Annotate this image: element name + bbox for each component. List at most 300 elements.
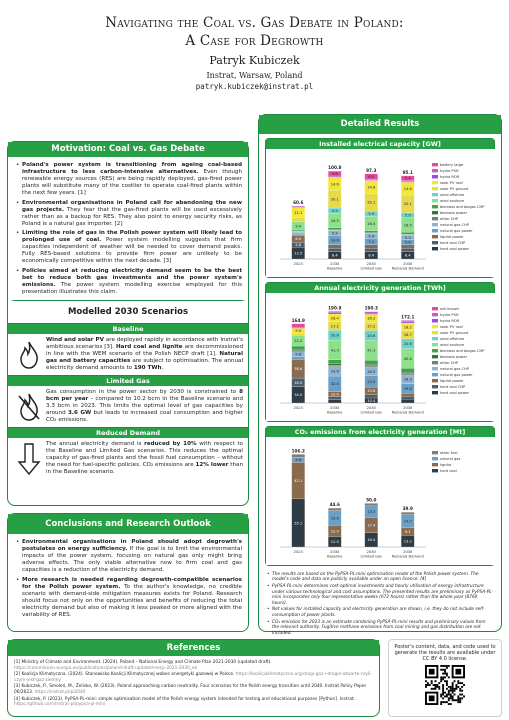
category-sublabel: Reduced Demand — [391, 554, 424, 559]
bar-value-label: 16.4 — [330, 316, 339, 321]
legend-label: battery large — [440, 163, 464, 167]
bar-segment — [328, 245, 341, 248]
legend-label: hydro ROR — [440, 175, 460, 179]
bar-value-label: 13.5 — [294, 251, 303, 256]
bar-value-label: 42.1 — [294, 478, 303, 483]
qr-code-icon[interactable] — [425, 665, 465, 705]
conclusions-list — [8, 534, 248, 625]
legend-label: lignite power — [440, 379, 464, 383]
legend-swatch — [432, 463, 438, 466]
bar-segment — [328, 508, 341, 511]
legend-label: wind onshore — [440, 199, 465, 203]
conclusions-bullet-lead: More research is needed regarding degrowth-compatible scenarios for the Polish power system. — [22, 576, 242, 590]
results-note: • CO₂ emission for 2023 is an estimate combining PyPSA-PL-mini results and preliminary values from the relevant authority. Fugitive methane emissions from coal mining and gas distribution are not included. — [267, 620, 493, 636]
scenario-description: The annual electricity demand is reduced by 10% with respect to the Baseline and Limited Gas scenarios. This reduces the optimal capacity of gas-fired plants and the fossil fuel consumption – without the need for fuel-specific policies. CO₂ emissions are 12% lower than in the Baseline scenario. — [46, 441, 243, 475]
results-charts — [259, 138, 501, 566]
bar-segment — [292, 333, 305, 335]
legend-swatch — [432, 187, 438, 190]
legend-swatch — [432, 349, 438, 352]
bar-segment — [401, 373, 414, 374]
legend-swatch — [432, 169, 438, 172]
bar-value-label: 7.2 — [368, 240, 375, 245]
category-sublabel: Limited Gas — [360, 266, 382, 271]
legend-label: hard coal — [440, 469, 457, 473]
category-sublabel: Reduced Demand — [391, 266, 424, 271]
bar-segment — [365, 503, 378, 506]
reference-link[interactable]: https://commission.europa.eu/publications/poland-draft-updated-necp-2021-2030_en — [14, 665, 198, 671]
bar-value-label: 41.3 — [330, 348, 339, 353]
bar-value-label: 6.0 — [368, 174, 375, 179]
no-flame-icon — [12, 389, 46, 424]
scenario-body — [8, 438, 248, 479]
bar-segment — [365, 231, 378, 233]
bar-segment — [328, 248, 341, 251]
bar-segment — [401, 181, 414, 182]
bar-value-label: 32.4 — [330, 382, 339, 387]
conclusions-bullet — [16, 539, 242, 574]
legend-label: solar PV roof — [440, 181, 463, 185]
bar-segment — [328, 397, 341, 400]
legend-swatch — [432, 373, 438, 376]
legend-swatch — [432, 205, 438, 208]
bar-segment — [365, 360, 378, 364]
references-heading: References — [8, 640, 379, 656]
chart-canvas — [266, 149, 496, 277]
bar-value-label: 17.4 — [367, 523, 376, 528]
results-panel — [258, 114, 502, 636]
bar-value-label: 13.2 — [403, 539, 412, 544]
bar-segment — [292, 232, 305, 234]
bar-value-label: 19.8 — [403, 386, 412, 391]
results-heading: Detailed Results — [259, 115, 501, 134]
bar-segment — [328, 364, 341, 365]
category-sublabel: Reduced Demand — [391, 410, 424, 415]
bar-total-label: 39.9 — [402, 506, 413, 512]
title-line-2: A Case for Degrowth — [185, 33, 324, 49]
bar-value-label: 41.3 — [367, 348, 376, 353]
chart-title: CO₂ emissions from electricity generation [Mt] — [266, 427, 494, 437]
bar-value-label: 18.3 — [403, 377, 412, 382]
motivation-bullet — [16, 200, 242, 228]
conclusions-bullet-text: If the goal is to limit the environmental impacts of the power system, focusing on natural gas only might bring adverse effects. The only viable alternative now to firm coal and gas capacities is a reduction of the electricity demand. — [22, 546, 243, 573]
bar-total-label: 95.1 — [402, 169, 413, 175]
category-label: 2030 — [366, 550, 376, 554]
motivation-heading: Motivation: Coal vs. Gas Debate — [8, 142, 248, 157]
legend-label: biomass and biogas CHP — [440, 205, 485, 209]
scenarios-heading: Modelled 2030 Scenarios — [8, 301, 248, 323]
legend-label: net import — [440, 307, 459, 311]
bar-value-label: 9.9 — [295, 329, 302, 334]
scenario-name: Reduced Demand — [8, 428, 248, 438]
bar-value-label: 14.6 — [403, 187, 412, 192]
bar-value-label: 5.6 — [404, 240, 411, 245]
bar-segment — [401, 368, 414, 372]
reference-text: [2] Koalicja Klimatyczna. (2024). Stanowisko Koalicji Klimatycznej wobec energetyki gazowej w Polsce. — [14, 672, 236, 678]
bar-segment — [292, 454, 305, 457]
legend-label: natural gas power — [440, 373, 473, 377]
legend-label: natural gas power — [440, 229, 473, 233]
bar-segment — [401, 393, 414, 396]
legend-label: lignite power — [440, 235, 464, 239]
legend-label: hard coal power — [440, 247, 469, 251]
bar-value-label: 34.0 — [294, 393, 303, 398]
category-label: 2030 — [330, 262, 340, 266]
legend-swatch — [432, 319, 438, 322]
bar-total-label: 164.9 — [291, 317, 305, 323]
motivation-bullet-lead: Environmental organisations in Poland call for abandoning the new gas projects. — [22, 199, 242, 213]
bar-total-label: 106.2 — [291, 448, 305, 454]
bar-value-label: 16.8 — [330, 516, 339, 521]
bar-value-label: 9.4 — [295, 224, 302, 229]
bar-value-label: 8.0 — [295, 237, 302, 242]
motivation-bullet — [16, 230, 242, 265]
legend-label: hydro PSH — [440, 169, 459, 173]
legend-label: hard coal CHP — [440, 241, 466, 245]
category-sublabel: Limited Gas — [360, 554, 382, 559]
bar-segment — [365, 248, 378, 251]
bar-value-label: 17.2 — [367, 324, 376, 329]
reference-text: [3] Kubiczek, P., Smoleń, M., Żelisko, W. (2023). Poland approaching carbon neutrality. Four scenarios for the Polish energy transition until 2040. Instrat Policy Paper 06/2023. — [14, 684, 367, 695]
scenario-description: Wind and solar PV are deployed rapidly in accordance with Instrat's ambitious scenarios [3]. Hard coal and lignite are decommissioned in line with the WEM scenario of the Polish NECP draft [1]. Natural gas and battery capacities are subject to optimisation. The annual electricity demand amounts to 190 TWh. — [46, 337, 244, 371]
legend-swatch — [432, 457, 438, 460]
scenario-name: Baseline — [8, 324, 248, 334]
bar-value-label: 20.6 — [367, 333, 376, 338]
bar-value-label: 5.4 — [404, 176, 411, 181]
bar-value-label: 16.7 — [403, 333, 412, 338]
legend-swatch — [432, 469, 438, 472]
bar-segment — [365, 245, 378, 248]
bar-segment — [328, 313, 341, 314]
legend-swatch — [432, 307, 438, 310]
scenario-body — [8, 386, 248, 427]
bar-segment — [365, 395, 378, 398]
bar-segment — [328, 311, 341, 313]
flame-icon — [12, 337, 46, 372]
bar-segment — [328, 360, 341, 364]
legend-swatch — [432, 235, 438, 238]
author-email[interactable]: patryk.kubiczek@instrat.pl — [195, 82, 314, 91]
chart-panel — [265, 282, 495, 422]
bar-value-label: 19.6 — [330, 369, 339, 374]
legend-label: solar PV ground — [440, 331, 469, 335]
motivation-bullet-lead: Limiting the role of gas in the Polish power system will likely lead to prolonged use of coal. — [22, 230, 242, 243]
reference-item — [14, 697, 373, 708]
category-label: 2023 — [293, 550, 303, 554]
legend-label: other CHP — [440, 217, 459, 221]
bar-segment — [292, 324, 305, 327]
legend-swatch — [432, 343, 438, 346]
motivation-bullet-lead: Poland's power system is transitioning from ageing coal-based infrastructure to less carbon-intensive alternatives. — [22, 162, 242, 175]
category-label: 2023 — [293, 262, 303, 266]
bar-value-label: 13.3 — [367, 510, 376, 515]
motivation-bullet — [16, 162, 242, 197]
legend-label: hard coal CHP — [440, 385, 466, 389]
legend-swatch — [432, 163, 438, 166]
bar-segment — [401, 512, 414, 515]
chart-canvas — [266, 437, 496, 565]
category-label: 2030 — [330, 550, 340, 554]
poster-title — [0, 14, 509, 50]
reference-item — [14, 672, 373, 683]
bar-value-label: 8.4 — [331, 253, 338, 258]
bar-segment — [292, 234, 305, 235]
legend-swatch — [432, 385, 438, 388]
legend-swatch — [432, 325, 438, 328]
bar-segment — [292, 349, 305, 350]
bar-value-label: 14.6 — [367, 185, 376, 190]
title-line-1: Navigating the Coal vs. Gas Debate in Poland: — [105, 15, 404, 31]
bar-segment — [401, 248, 414, 251]
bar-segment — [401, 372, 414, 373]
legend-label: other CHP — [440, 361, 459, 365]
category-label: 2023 — [293, 406, 303, 410]
bar-value-label: 5.8 — [295, 458, 302, 463]
bar-segment — [292, 230, 305, 231]
legend-label: lignite — [440, 463, 452, 467]
category-sublabel: Baseline — [327, 266, 343, 271]
bar-value-label: 5.9 — [331, 209, 338, 214]
category-sublabel: Limited Gas — [360, 410, 382, 415]
bar-value-label: 5.5 — [331, 231, 338, 236]
references-panel — [7, 639, 380, 717]
category-sublabel: Baseline — [327, 410, 343, 415]
bar-total-label: 97.3 — [366, 167, 377, 173]
reference-link[interactable]: https://koalicjaklimatyczna.org/drogi-gaz-i-drogie-otwarte-czyli-czym-jest-gaz-ziemny — [14, 672, 372, 683]
legend-label: wind offshore — [440, 193, 465, 197]
legend-swatch — [432, 217, 438, 220]
bar-value-label: 55.1 — [294, 521, 303, 526]
bar-segment — [328, 400, 341, 403]
bar-total-label: 100.8 — [328, 165, 342, 171]
reference-item — [14, 660, 373, 671]
bar-value-label: 11.1 — [294, 211, 303, 216]
bar-value-label: 20.1 — [403, 202, 412, 207]
legend-swatch — [432, 337, 438, 340]
scenario-list — [8, 323, 248, 479]
legend-swatch — [432, 331, 438, 334]
motivation-bullet-text: The power system modelling exercise employed for this presentation illustrates this claim. — [22, 281, 242, 295]
motivation-bullet-text: They fear that the gas-fired plants will be used excessively rather than as a backup for RES. They also point to energy security risks, as Poland is a natural gas importer. [2] — [22, 206, 242, 227]
bar-segment — [401, 232, 414, 234]
bar-value-label: 16.5 — [403, 223, 412, 228]
results-note: • Net values for installed capacity and electricity generation are shown, i.e. they do not include self-consumption of power plants. — [267, 607, 493, 618]
bar-value-label: 20.1 — [367, 200, 376, 205]
legend-swatch — [432, 199, 438, 202]
bar-value-label: 12.0 — [330, 540, 339, 545]
bar-segment — [401, 322, 414, 323]
reference-item — [14, 684, 373, 695]
legend-label: hydro ROR — [440, 319, 460, 323]
bar-total-label: 172.1 — [401, 314, 415, 320]
bar-value-label: 20.6 — [330, 333, 339, 338]
bar-value-label: 16.5 — [330, 218, 339, 223]
bar-value-label: 16.2 — [403, 325, 412, 330]
category-label: 2030 — [330, 406, 340, 410]
scenario-body — [8, 334, 248, 375]
bar-value-label: 14.7 — [403, 519, 412, 524]
legend-swatch — [432, 355, 438, 358]
legend-label: hydro PSH — [440, 313, 459, 317]
legend-swatch — [432, 247, 438, 250]
motivation-list — [8, 157, 248, 302]
bar-value-label: 5.4 — [368, 234, 375, 239]
conclusions-bullet — [16, 577, 242, 619]
bar-total-label: 60.6 — [293, 200, 304, 206]
chart-panel — [265, 138, 495, 278]
bar-value-label: 5.8 — [295, 243, 302, 248]
legend-swatch — [432, 229, 438, 232]
category-label: 2030 — [366, 406, 376, 410]
bar-total-label: 190.9 — [328, 305, 342, 311]
bar-value-label: 10.4 — [367, 398, 376, 403]
references-list — [8, 656, 379, 713]
bar-segment — [292, 327, 305, 328]
bar-value-label: 16.3 — [367, 316, 376, 321]
chart-canvas — [266, 293, 496, 421]
legend-label: wind onshore — [440, 343, 465, 347]
bar-segment — [365, 179, 378, 180]
conclusions-panel — [7, 513, 249, 632]
legend-swatch — [432, 391, 438, 394]
bar-segment — [292, 357, 305, 360]
bar-segment — [401, 396, 414, 399]
affiliation: Instrat, Warsaw, Poland — [206, 71, 303, 80]
bar-value-label: 17.2 — [330, 324, 339, 329]
reference-link[interactable]: https://instrat.pl/pl2040 — [34, 689, 86, 695]
bar-value-label: 20.6 — [403, 342, 412, 347]
bar-value-label: 18.0 — [294, 380, 303, 385]
bar-value-label: 10.6 — [330, 392, 339, 397]
conclusions-bullet-text: To the author's knowledge, no credible scenario with demand-side mitigation measures exists for Poland. Research should focus not only on the opportunities and benefits of reducing the total electricity demand but also of making it less peaked or more aligned with the variability of RES. — [22, 583, 242, 618]
bar-value-label: 40.6 — [403, 356, 412, 361]
legend-label: biomass power — [440, 355, 468, 359]
scenario-reduced-demand — [8, 427, 248, 479]
motivation-bullet — [16, 268, 242, 296]
motivation-bullet-text: Power system modelling suggests that firm capacities independent of weather will be needed to cover demand peaks. Fully RES-based solutions to provide firm power are unlikely to be economically competitive within the next decade. [3] — [22, 237, 243, 264]
conclusions-heading: Conclusions and Research Outlook — [8, 514, 248, 534]
reference-text: [4] Kubiczek, P. (2023). PyPSA-PL-mini: simple optimisation model of the Polish energy system intended for testing and educational purposes [Python]. Instrat. — [14, 696, 356, 702]
legend-swatch — [432, 313, 438, 316]
scenarios-panel — [7, 300, 249, 506]
bar-value-label: 5.9 — [404, 213, 411, 218]
legend-swatch — [432, 451, 438, 454]
bar-segment — [365, 312, 378, 314]
author-name: Patryk Kubiczek — [209, 54, 300, 67]
bar-segment — [365, 366, 378, 367]
bar-value-label: 5.9 — [368, 212, 375, 217]
bar-value-label: 15.6 — [367, 389, 376, 394]
bar-value-label: 16.5 — [367, 221, 376, 226]
bar-value-label: 16.4 — [367, 538, 376, 543]
license-text: Poster's content, data, and code used to generate the results are available under CC BY 4.0 license. — [394, 644, 496, 663]
bar-value-label: 10.6 — [330, 238, 339, 243]
scenario-limited-gas — [8, 375, 248, 427]
bar-segment — [328, 176, 341, 177]
footer-license-box — [388, 639, 502, 717]
category-label: 2030 — [403, 550, 413, 554]
legend-label: wind offshore — [440, 337, 465, 341]
category-label: 2030 — [403, 262, 413, 266]
reference-text: [1] Ministry of Climate and Environment. (2024). Poland – National Energy and Climate Plan 2021-2030 (updated draft). — [14, 660, 272, 665]
legend-swatch — [432, 211, 438, 214]
chart-title: Annual electricity generation [TWh] — [266, 283, 494, 293]
legend-swatch — [432, 241, 438, 244]
legend-label: other fuel — [440, 451, 458, 455]
bar-value-label: 9.1 — [404, 529, 411, 534]
legend-label: hard coal power — [440, 391, 469, 395]
legend-label: natural gas CHP — [440, 367, 469, 371]
bar-value-label: 8.4 — [368, 253, 375, 258]
bar-value-label: 38.6 — [294, 367, 303, 372]
category-sublabel: Baseline — [327, 554, 343, 559]
bar-value-label: 5.6 — [331, 171, 338, 176]
legend-swatch — [432, 193, 438, 196]
category-label: 2030 — [366, 262, 376, 266]
legend-label: biomass and biogas CHP — [440, 349, 485, 353]
bar-segment — [365, 364, 378, 365]
bar-segment — [292, 218, 305, 222]
conclusions-bullet-lead: Environmental organisations in Poland should adopt degrowth's postulates on energy sufficiency. — [22, 539, 242, 552]
legend-swatch — [432, 379, 438, 382]
legend-swatch — [432, 223, 438, 226]
bar-segment — [401, 399, 414, 403]
scenario-description: Gas consumption in the power sector by 2030 is constrained to 8 bcm per year – compared to 10.2 bcm in the Baseline scenario and 3.3 bcm in 2023. This limits the optimal level of gas capacities by around 3.6 GW but leads to increased coal consumption and higher CO₂ emissions. — [46, 389, 243, 423]
category-label: 2030 — [403, 406, 413, 410]
legend-label: biomass power — [440, 211, 468, 215]
bar-value-label: 18.5 — [367, 369, 376, 374]
bar-total-label: 190.3 — [364, 305, 378, 311]
legend-label: natural gas — [440, 457, 461, 461]
poster-header — [0, 0, 509, 126]
bar-value-label: 20.1 — [330, 197, 339, 202]
legend-label: solar PV ground — [440, 187, 469, 191]
bar-segment — [328, 228, 341, 230]
bar-total-label: 44.6 — [329, 502, 340, 508]
reference-link[interactable]: https://github.com/instrat-pl/pypsa-pl-mini — [14, 702, 106, 708]
bar-segment — [292, 206, 305, 207]
bar-value-label: 12.9 — [330, 529, 339, 534]
chart-title: Installed electrical capacity [GW] — [266, 139, 494, 149]
legend-label: solar PV roof — [440, 325, 463, 329]
bar-segment — [292, 346, 305, 349]
legend-swatch — [432, 175, 438, 178]
results-notes — [259, 570, 501, 639]
legend-swatch — [432, 361, 438, 364]
bar-value-label: 22.3 — [294, 339, 303, 344]
results-note: • The results are based on the PyPSA-PL-mini optimisation model of the Polish power system. The model's code and data are publicly available under an open licence. [4] — [267, 572, 493, 583]
bar-value-label: 14.6 — [330, 182, 339, 187]
results-note: • PyPSA-PL-mini determines cost-optimal investments and hourly utilisation of energy infrastructure under various technological and cost assumptions. The presented results are preliminary as PyPSA-PL-mini incorporates only four representative weeks (672 hours) rather than the whole year (8760 hours). — [267, 584, 493, 606]
down-arrow-icon — [12, 441, 46, 476]
scenario-baseline — [8, 323, 248, 375]
legend-label: natural gas CHP — [440, 223, 469, 227]
motivation-bullet-text: Even though renewable energy sources (RES) are being rapidly deployed, gas-fired power plants will substitute many of the costlier to operate coal-fired plants within the next few years. [1] — [22, 169, 242, 196]
motivation-bullet-lead: Policies aimed at reducing electricity demand seem to be the best bet to reduce both gas investments and the power system's emissions. — [22, 267, 242, 288]
chart-panel — [265, 426, 495, 566]
legend-swatch — [432, 367, 438, 370]
bar-value-label: 5.3 — [404, 235, 411, 240]
bar-value-label: 8.4 — [404, 253, 411, 258]
bar-segment — [365, 313, 378, 314]
legend-swatch — [432, 181, 438, 184]
bar-value-label: 9.8 — [295, 352, 302, 357]
bar-total-label: 50.0 — [366, 497, 377, 503]
bar-segment — [328, 365, 341, 366]
bar-segment — [401, 320, 414, 321]
scenario-name: Limited Gas — [8, 376, 248, 386]
bar-segment — [292, 350, 305, 351]
bar-value-label: 23.4 — [367, 379, 376, 384]
